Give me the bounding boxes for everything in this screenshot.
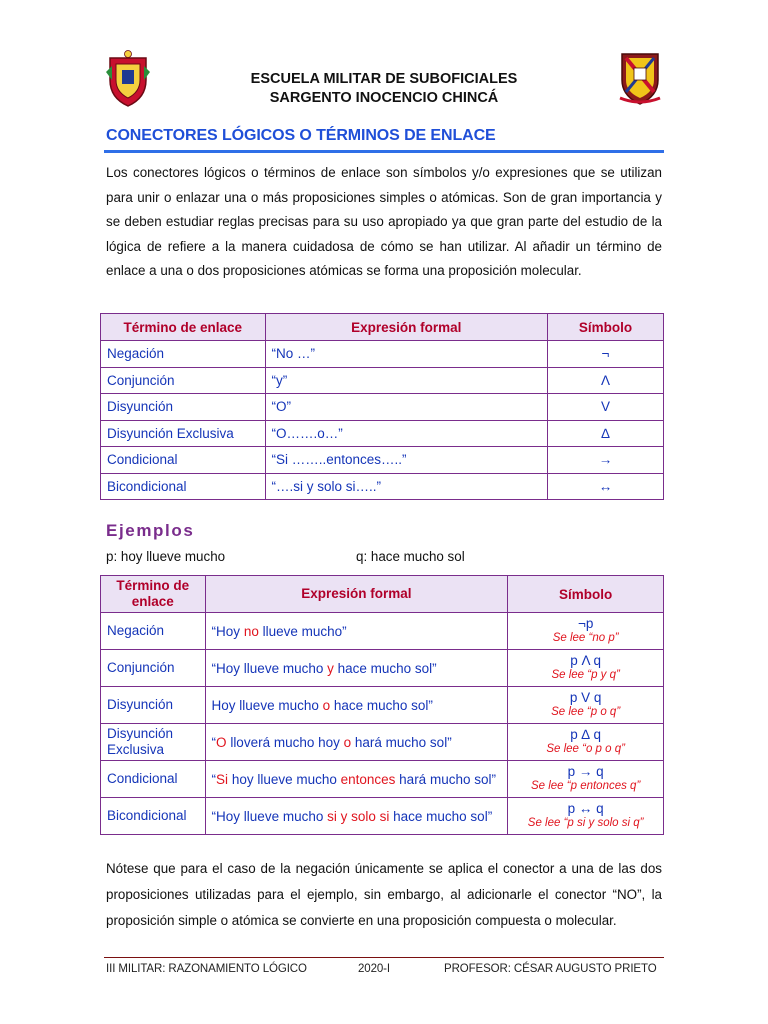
header-expression: Expresión formal: [265, 314, 547, 341]
footer-term: 2020-I: [358, 963, 391, 975]
symbol-formula: p ∆ q: [570, 727, 602, 742]
footer-course: III MILITAR: RAZONAMIENTO LÓGICO: [106, 963, 307, 975]
symbol-cell: ¬: [547, 341, 663, 368]
symbol-cell: V: [547, 394, 663, 421]
symbol-cell: ∆: [547, 420, 663, 447]
table-row: [101, 394, 664, 421]
symbol-cell: [508, 724, 664, 761]
header-symbol: Símbolo: [547, 314, 663, 341]
symbol-reading: Se lee “no p”: [552, 632, 619, 644]
table-row: [101, 650, 664, 687]
symbol-formula: p V q: [569, 690, 602, 705]
examples-table: [100, 575, 664, 835]
table-header-row: [101, 314, 664, 341]
table-row: [101, 613, 664, 650]
expression-cell: “Hoy no llueve mucho”: [205, 613, 508, 650]
school-crest-left-logo: [104, 50, 152, 108]
term-cell: Bicondicional: [101, 473, 266, 500]
expression-cell: “No …”: [265, 341, 547, 368]
term-cell: Disyunción: [101, 687, 206, 724]
closing-paragraph: Nótese que para el caso de la negación únicamente se aplica el conector a una de las dos proposiciones utilizadas para el ejemplo, sin embargo, al adicionarle el conector “NO”, la proposición simple o atómica se convierte en una proposición compuesta o molecular.: [106, 861, 662, 928]
term-cell: Disyunción: [101, 394, 266, 421]
expression-cell: “O…….o…”: [265, 420, 547, 447]
examples-heading: Ejemplos: [106, 521, 195, 540]
expression-cell: “….si y solo si…..”: [265, 473, 547, 500]
footer-divider: [104, 957, 664, 958]
symbol-cell: [508, 761, 664, 798]
connectors-table: [100, 313, 664, 500]
table-row: [101, 447, 664, 474]
header-expression: Expresión formal: [205, 576, 508, 613]
expression-cell: “Si hoy llueve mucho entonces hará mucho sol”: [205, 761, 508, 798]
school-crest-right-logo: [616, 48, 664, 106]
school-name: [180, 70, 588, 108]
expression-cell: “y”: [265, 367, 547, 394]
table-row: [101, 687, 664, 724]
term-cell: Condicional: [101, 761, 206, 798]
header-term: Término de enlace: [101, 314, 266, 341]
term-cell: Bicondicional: [101, 798, 206, 835]
expression-cell: “Hoy llueve mucho si y solo si hace mucho sol”: [205, 798, 508, 835]
footer-professor: PROFESOR: CÉSAR AUGUSTO PRIETO: [444, 963, 657, 975]
table-row: [101, 798, 664, 835]
proposition-q: q: hace mucho sol: [356, 549, 465, 564]
term-cell: Condicional: [101, 447, 266, 474]
table-row: [101, 341, 664, 368]
symbol-cell: [508, 650, 664, 687]
symbol-cell: [508, 687, 664, 724]
term-cell: Conjunción: [101, 650, 206, 687]
term-cell: Disyunción Exclusiva: [101, 724, 206, 761]
symbol-cell: [508, 613, 664, 650]
table-row: [101, 473, 664, 500]
term-cell: Disyunción Exclusiva: [101, 420, 266, 447]
expression-cell: “Si ……..entonces…..”: [265, 447, 547, 474]
symbol-reading: Se lee “p y q”: [551, 669, 620, 681]
proposition-p: p: hoy llueve mucho: [106, 549, 226, 564]
table-row: [101, 367, 664, 394]
symbol-reading: Se lee “p si y solo si q”: [527, 817, 644, 829]
header-term: Término de enlace: [101, 576, 206, 613]
expression-cell: “O lloverá mucho hoy o hará mucho sol”: [205, 724, 508, 761]
section-title: CONECTORES LÓGICOS O TÉRMINOS DE ENLACE: [106, 127, 496, 144]
symbol-cell: ↔: [547, 473, 663, 500]
term-cell: Negación: [101, 341, 266, 368]
symbol-cell: Λ: [547, 367, 663, 394]
table-row: [101, 420, 664, 447]
expression-cell: Hoy llueve mucho o hace mucho sol”: [205, 687, 508, 724]
intro-paragraph: Los conectores lógicos o términos de enlace son símbolos y/o expresiones que se utilizan para unir o enlazar una o más proposiciones simples o atómicas. Son de gran importancia y se deben estudiar reglas precisas para su uso apropiado ya que gran parte del estudio de la lógica de refiere a la manera cuidadosa de cómo se han utilizar. Al añadir un término de enlace a una o dos proposiciones atómicas se forma una proposición molecular.: [106, 165, 662, 278]
symbol-reading: Se lee “p entonces q”: [530, 780, 641, 792]
term-cell: Negación: [101, 613, 206, 650]
symbol-formula: p → q: [567, 764, 604, 779]
title-underline: [104, 150, 664, 153]
symbol-cell: [508, 798, 664, 835]
expression-cell: “Hoy llueve mucho y hace mucho sol”: [205, 650, 508, 687]
table-header-row: [101, 576, 664, 613]
symbol-cell: →: [547, 447, 663, 474]
symbol-reading: Se lee “p o q”: [551, 706, 621, 718]
symbol-formula: ¬p: [577, 616, 594, 631]
term-cell: Conjunción: [101, 367, 266, 394]
header-symbol: Símbolo: [508, 576, 664, 613]
symbol-reading: Se lee “o p o q”: [546, 743, 625, 755]
school-name-line2: SARGENTO INOCENCIO CHINCÁ: [269, 90, 499, 106]
table-row: [101, 761, 664, 798]
symbol-formula: p Λ q: [570, 653, 602, 668]
table-row: [101, 724, 664, 761]
symbol-formula: p ↔ q: [567, 801, 604, 816]
expression-cell: “O”: [265, 394, 547, 421]
school-name-line1: ESCUELA MILITAR DE SUBOFICIALES: [250, 71, 518, 87]
